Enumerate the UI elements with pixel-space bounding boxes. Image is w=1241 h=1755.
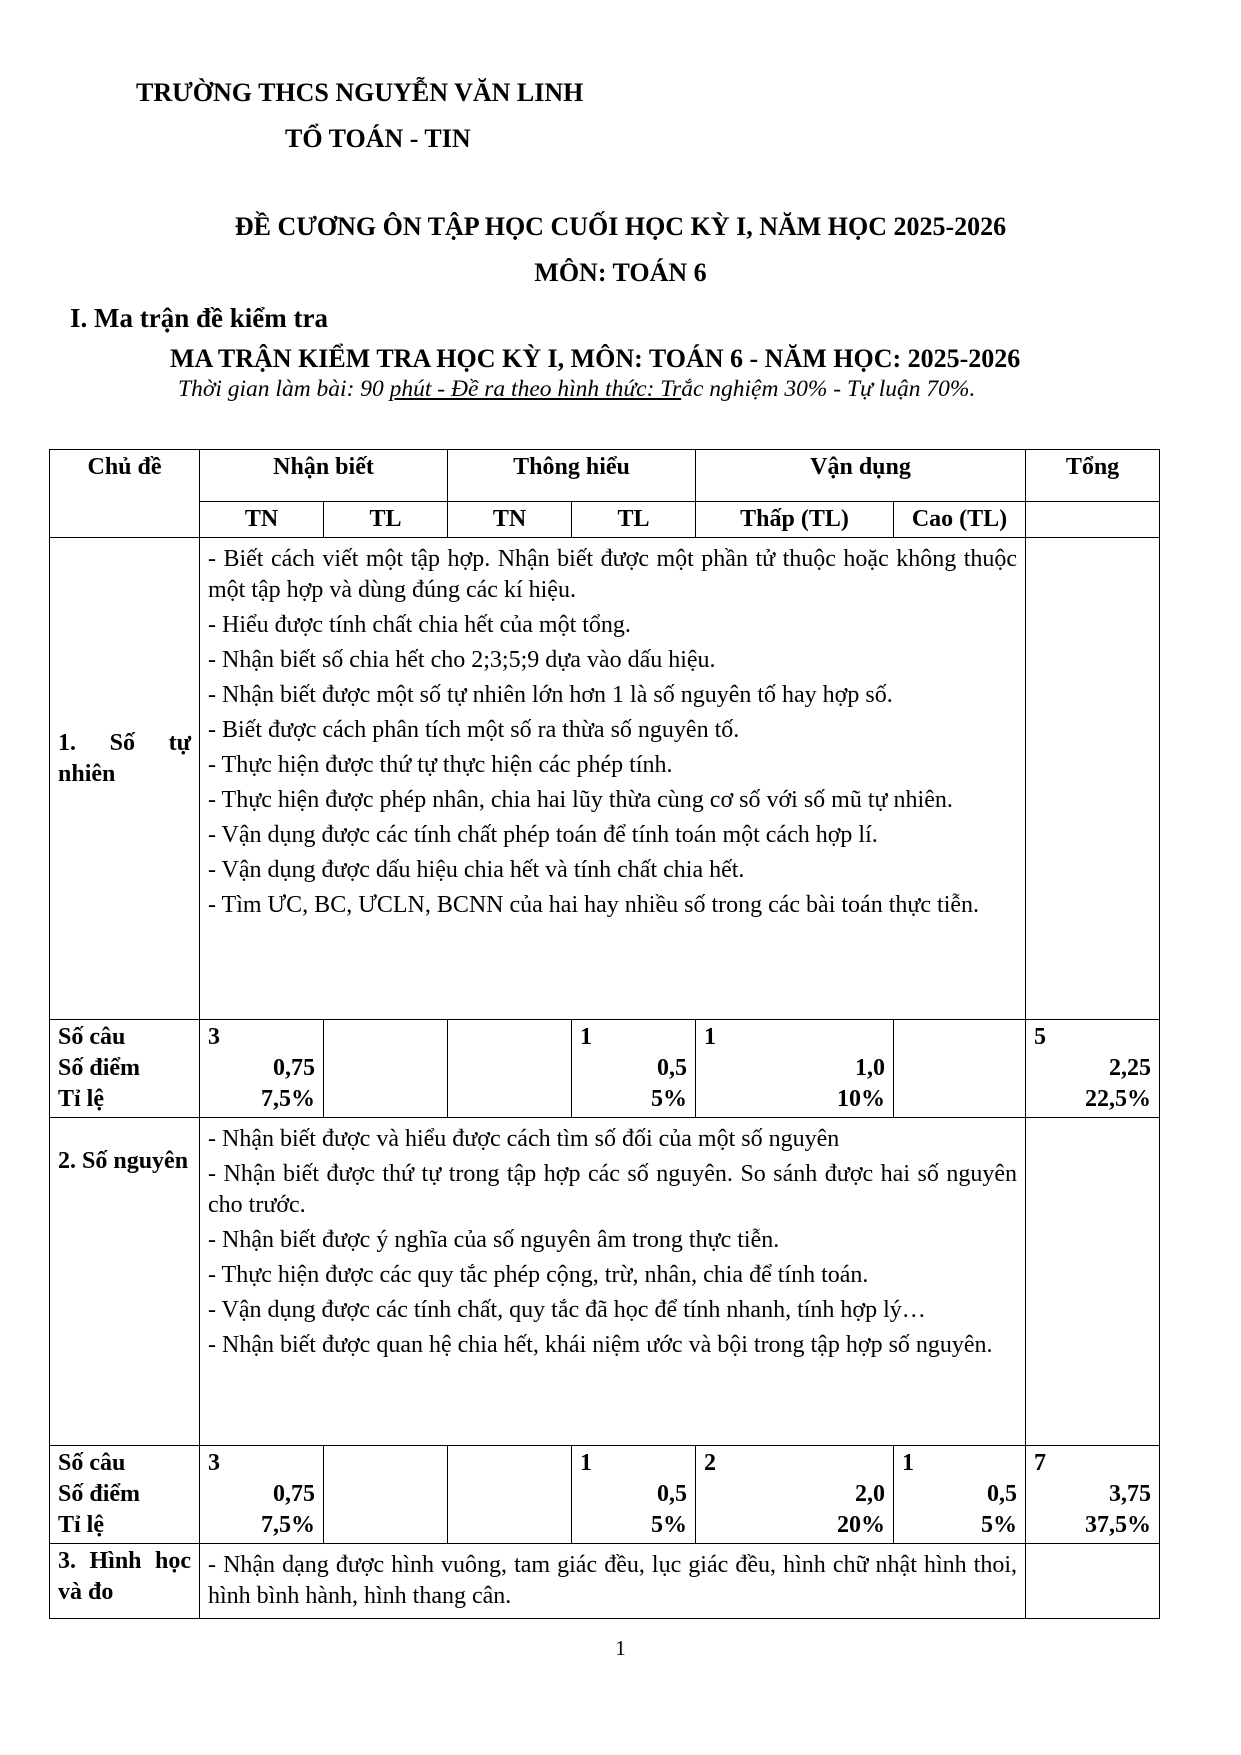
stat-count: 7: [1034, 1450, 1047, 1476]
label-ratio: Tỉ lệ: [58, 1086, 104, 1112]
topic-total-empty-1: [1026, 538, 1160, 1020]
stat-count: 3: [208, 1024, 220, 1050]
stat-ratio: 37,5%: [1085, 1512, 1152, 1538]
stat-count: 1: [902, 1450, 914, 1476]
subheader-apply-high: Cao (TL): [894, 502, 1026, 538]
matrix-note-part2: ắc nghiệm 30% - Tự luận 70%.: [681, 376, 976, 402]
exam-matrix-table: [49, 449, 1160, 1619]
stat-cell-2-total: [1026, 1446, 1160, 1544]
label-score: Số điểm: [58, 1055, 141, 1081]
stat-ratio: 22,5%: [1085, 1086, 1152, 1112]
stat-ratio: 7,5%: [261, 1512, 315, 1538]
stat-ratio: 5%: [981, 1512, 1018, 1538]
objective-2-5: - Vận dụng được các tính chất, quy tắc đã học để tính nhanh, tính hợp lý…: [208, 1297, 926, 1323]
matrix-note: [178, 376, 975, 403]
topic-name-3: 3. Hình học và đo: [50, 1544, 200, 1619]
objective-1-5: - Biết được cách phân tích một số ra thừa số nguyên tố.: [208, 717, 740, 743]
stat-count: 1: [580, 1024, 592, 1050]
objective-1-4: - Nhận biết được một số tự nhiên lớn hơn 1 là số nguyên tố hay hợp số.: [208, 682, 893, 708]
stat-count: 1: [704, 1024, 716, 1050]
label-count: Số câu: [58, 1450, 126, 1476]
objective-3-1: - Nhận dạng được hình vuông, tam giác đều, lục giác đều, hình chữ nhật hình thoi, hình bình hành, hình thang cân.: [208, 1552, 1018, 1609]
stat-ratio: 5%: [651, 1086, 687, 1112]
objective-2-4: - Thực hiện được các quy tắc phép cộng, trừ, nhân, chia để tính toán.: [208, 1262, 869, 1288]
stat-ratio: 7,5%: [261, 1086, 315, 1112]
stat-score: 0,75: [273, 1055, 315, 1081]
stat-cell-2-tn-understand: [448, 1446, 572, 1544]
topic-row-1: [50, 538, 1160, 1020]
label-count: Số câu: [58, 1024, 126, 1050]
topic-total-empty-2: [1026, 1118, 1160, 1446]
stat-score: 2,25: [1109, 1055, 1152, 1081]
objective-1-3: - Nhận biết số chia hết cho 2;3;5;9 dựa vào dấu hiệu.: [208, 647, 716, 673]
stat-cell-1-apply-low: [696, 1020, 894, 1118]
topic-row-2: [50, 1118, 1160, 1446]
stat-score: 0,5: [657, 1481, 687, 1507]
stat-score: 3,75: [1109, 1481, 1152, 1507]
topic-total-empty-3: [1026, 1544, 1160, 1619]
objective-1-7: - Thực hiện được phép nhân, chia hai lũy thừa cùng cơ số với số mũ tự nhiên.: [208, 787, 953, 813]
subject-title: MÔN: TOÁN 6: [534, 258, 707, 287]
stat-cell-1-tl-recognize: [324, 1020, 448, 1118]
header-understand: Thông hiểu: [448, 450, 696, 502]
subheader-tl-recognize: TL: [324, 502, 448, 538]
objective-2-2: - Nhận biết được thứ tự trong tập hợp các số nguyên. So sánh được hai số nguyên cho trước.: [208, 1161, 1018, 1218]
stat-ratio: 20%: [837, 1512, 885, 1538]
stats-row-1: [50, 1020, 1160, 1118]
stat-cell-1-apply-high: [894, 1020, 1026, 1118]
stat-cell-1-total: [1026, 1020, 1160, 1118]
objective-1-8: - Vận dụng được các tính chất phép toán để tính toán một cách hợp lí.: [208, 822, 878, 848]
subheader-apply-low: Thấp (TL): [696, 502, 894, 538]
objective-1-2: - Hiểu được tính chất chia hết của một tổng.: [208, 612, 631, 638]
topic-objectives-1: [200, 538, 1026, 1020]
stats-labels-2: [50, 1446, 200, 1544]
stat-cell-1-tn-understand: [448, 1020, 572, 1118]
stat-score: 0,75: [273, 1481, 315, 1507]
header-total: Tổng: [1026, 450, 1160, 502]
stat-score: 0,5: [987, 1481, 1018, 1507]
objective-1-9: - Vận dụng được dấu hiệu chia hết và tính chất chia hết.: [208, 857, 745, 883]
subheader-tl-understand: TL: [572, 502, 696, 538]
stat-ratio: 10%: [837, 1086, 885, 1112]
objective-1-1: - Biết cách viết một tập hợp. Nhận biết được một phần tử thuộc hoặc không thuộc một tập hợp và dùng đúng các kí hiệu.: [208, 546, 1018, 603]
stat-cell-2-tl-understand: [572, 1446, 696, 1544]
objective-2-6: - Nhận biết được quan hệ chia hết, khái niệm ước và bội trong tập hợp số nguyên.: [208, 1332, 993, 1358]
subheader-total-empty: [1026, 502, 1160, 538]
label-score: Số điểm: [58, 1481, 141, 1507]
matrix-title: MA TRẬN KIỂM TRA HỌC KỲ I, MÔN: TOÁN 6 - NĂM HỌC: 2025-2026: [170, 344, 1021, 373]
stat-score: 2,0: [855, 1481, 885, 1507]
page-number: 1: [615, 1636, 626, 1660]
header-row: [50, 450, 1160, 502]
stat-cell-2-tn-recognize: [200, 1446, 324, 1544]
header-recognize: Nhận biết: [200, 450, 448, 502]
stat-count: 5: [1034, 1024, 1047, 1050]
topic-name-1: 1. Số tự nhiên: [50, 538, 200, 1020]
subheader-row: [50, 502, 1160, 538]
stat-cell-1-tn-recognize: [200, 1020, 324, 1118]
document-title: ĐỀ CƯƠNG ÔN TẬP HỌC CUỐI HỌC KỲ I, NĂM HỌC 2025-2026: [234, 212, 1007, 241]
stat-count: 3: [208, 1450, 220, 1476]
header-topic: Chủ đề: [50, 450, 200, 538]
stat-cell-2-apply-low: [696, 1446, 894, 1544]
objective-1-10: - Tìm ƯC, BC, ƯCLN, BCNN của hai hay nhiều số trong các bài toán thực tiễn.: [208, 892, 980, 918]
stats-labels-1: [50, 1020, 200, 1118]
school-name: TRƯỜNG THCS NGUYỄN VĂN LINH: [136, 78, 584, 107]
topic-name-2: 2. Số nguyên: [50, 1118, 200, 1446]
objective-2-3: - Nhận biết được ý nghĩa của số nguyên âm trong thực tiễn.: [208, 1227, 780, 1253]
stat-cell-2-tl-recognize: [324, 1446, 448, 1544]
stat-count: 1: [580, 1450, 592, 1476]
matrix-note-underlined: phút - Đề ra theo hình thức: Tr: [389, 376, 682, 402]
objective-2-1: - Nhận biết được và hiểu được cách tìm số đối của một số nguyên: [208, 1126, 840, 1152]
stat-cell-1-tl-understand: [572, 1020, 696, 1118]
header-apply: Vận dụng: [696, 450, 1026, 502]
stat-score: 1,0: [855, 1055, 885, 1081]
label-ratio: Tỉ lệ: [58, 1512, 104, 1538]
stat-cell-2-apply-high: [894, 1446, 1026, 1544]
objective-1-6: - Thực hiện được thứ tự thực hiện các phép tính.: [208, 752, 673, 778]
matrix-note-part1: Thời gian làm bài: 90: [178, 376, 390, 402]
stat-count: 2: [704, 1450, 716, 1476]
stat-score: 0,5: [657, 1055, 687, 1081]
topic-objectives-3: [200, 1544, 1026, 1619]
stats-row-2: [50, 1446, 1160, 1544]
stat-ratio: 5%: [651, 1512, 687, 1538]
department-name: TỔ TOÁN - TIN: [285, 124, 471, 153]
topic-row-3: [50, 1544, 1160, 1619]
topic-objectives-2: [200, 1118, 1026, 1446]
subheader-tn-recognize: TN: [200, 502, 324, 538]
section-heading: I. Ma trận đề kiểm tra: [70, 303, 328, 333]
subheader-tn-understand: TN: [448, 502, 572, 538]
